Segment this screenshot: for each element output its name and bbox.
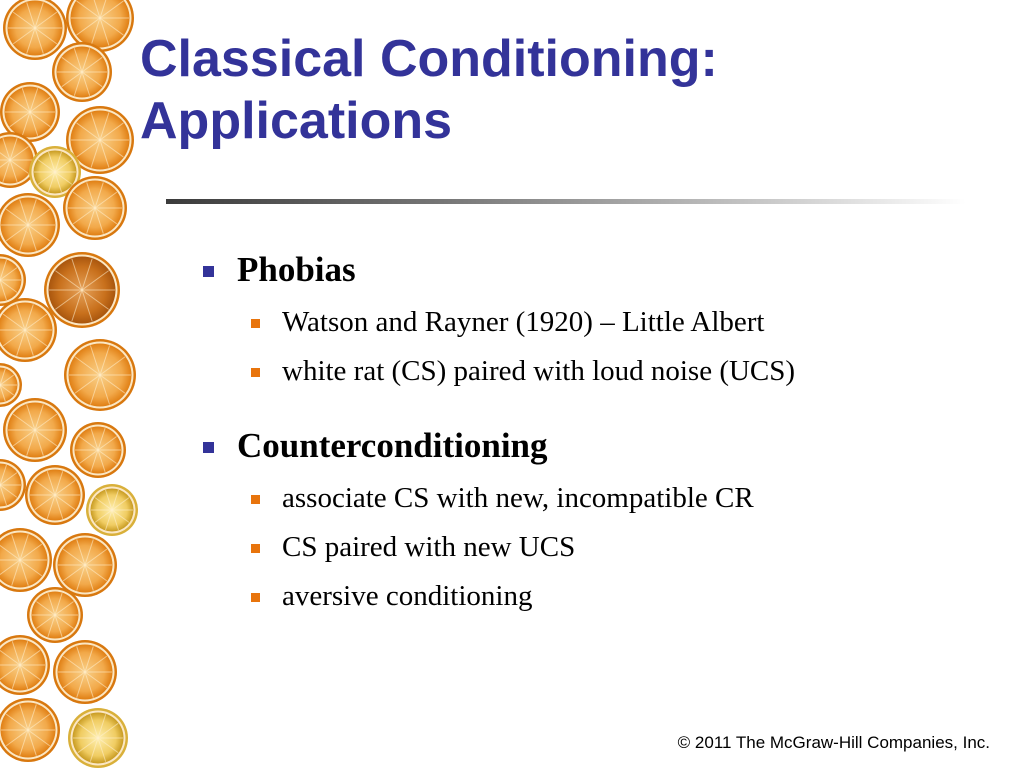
bullet-phobias [237,250,356,290]
title-line-1: Classical Conditioning: [140,30,718,88]
copyright-footer: © 2011 The McGraw-Hill Companies, Inc. [677,733,990,752]
sub-bullet-text: associate CS with new, incompatible CR [282,482,754,514]
square-bullet-icon [203,442,214,453]
bullet-counterconditioning [237,426,548,466]
square-bullet-icon [251,544,260,553]
bullet-heading: Phobias [237,250,356,289]
sub-bullet [282,580,532,613]
title-divider [166,199,966,204]
slide-title [140,28,1000,152]
square-bullet-icon [203,266,214,277]
sub-bullet-text: Watson and Rayner (1920) – Little Albert [282,306,765,338]
square-bullet-icon [251,593,260,602]
sub-bullet [282,306,765,339]
sub-bullet [282,482,754,515]
square-bullet-icon [251,368,260,377]
title-line-2: Applications [140,92,453,150]
square-bullet-icon [251,319,260,328]
sub-bullet [282,531,575,564]
sub-bullet-text: aversive conditioning [282,580,533,612]
square-bullet-icon [251,495,260,504]
bullet-heading: Counterconditioning [237,426,548,465]
sub-bullet-text: CS paired with new UCS [282,531,576,563]
sub-bullet-text: white rat (CS) paired with loud noise (UCS) [282,355,796,387]
sub-bullet [282,355,795,388]
